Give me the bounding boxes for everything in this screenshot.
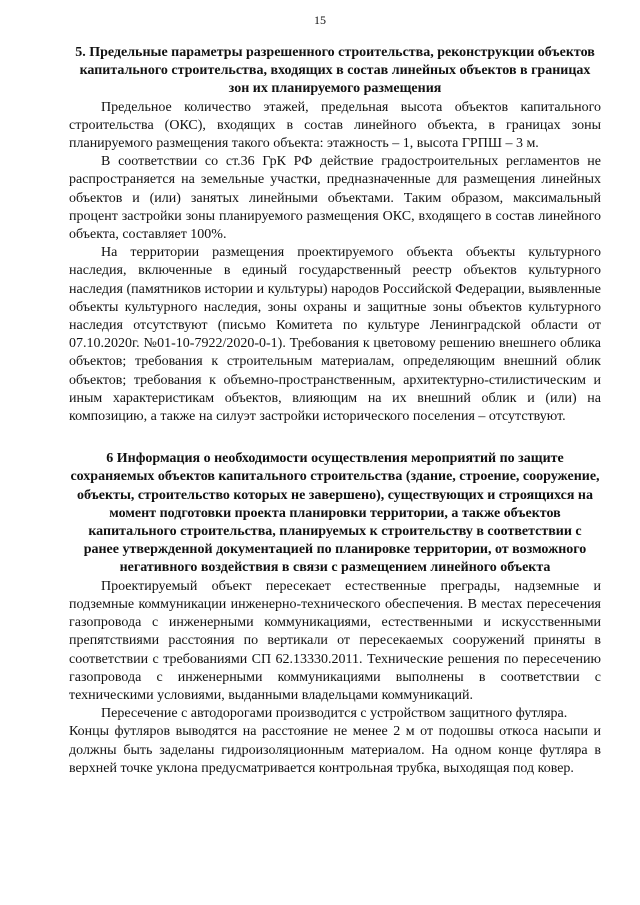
section-6-paragraph-2: Пересечение с автодорогами производится с устройством защитного футляра. (101, 706, 568, 722)
section-5-paragraph-2: В соответствии со ст.36 ГрК РФ действие градостроительных регламентов не распространяется на земельные участки, предназначенные для размещения линейных объектов и (или) занятых линейными объектами. Таким образом, максимальный процент застройки зоны планируемого размещения ОКС, входящего в состав линейного объекта, составляет 100%. (69, 154, 601, 243)
section-6-paragraph-3: Концы футляров выводятся на расстояние не менее 2 м от подошвы откоса насыпи и должны быть заделаны гидроизоляционным материалом. На одном конце футляра в верхней точке уклона предусматривается контрольная трубка, выходящая под ковер. (69, 724, 601, 776)
section-6-heading: 6 Информация о необходимости осуществления мероприятий по защите сохраняемых объектов капитального строительства (здание, строение, сооружение, объекты, строительство которых не завершено), существующих и строящихся на момент подготовки проекта планировки территории, а также объектов капитального строительства, планируемых к строительству в соответствии с ранее утвержденной документацией по планировке территории, от возможного негативного воздействия в связи с размещением линейного объекта (70, 451, 600, 576)
section-5-paragraph-3: На территории размещения проектируемого объекта объекты культурного наследия, включенные в единый государственный реестр объектов культурного наследия (памятников истории и культуры) народов Российской Федерации, выявленные объекты культурного наследия, зоны охраны и защитные зоны объектов культурного наследия отсутствуют (письмо Комитета по культуре Ленинградской области от 07.10.2020г. №01-10-7922/2020-0-1). Требования к цветовому решению внешнего облика объектов; требования к строительным материалам, определяющим внешний облик объектов; требования к объемно-пространственным, архитектурно-стилистическим и иным характеристикам объектов, влияющим на их внешний облик и (или) на композицию, а также на силуэт застройки исторического поселения – отсутствуют. (69, 245, 601, 425)
section-5-heading: 5. Предельные параметры разрешенного строительства, реконструкции объектов капитального строительства, входящих в состав линейных объектов в границах зон их планируемого размещения (75, 45, 595, 97)
section-5-paragraph-1: Предельное количество этажей, предельная высота объектов капитального строительства (ОКС), входящих в состав линейного объекта, в границах зоны планируемого размещения такого объекта: этажность – 1, высота ГРПШ – 3 м. (69, 99, 601, 152)
section-6-paragraph-1: Проектируемый объект пересекает естественные преграды, надземные и подземные коммуникации инженерно-технического обеспечения. В местах пересечения газопровода с инженерными коммуникациями, естественными и искусственными препятствиями расстояния по вертикали от пересекаемых сооружений приняты в соответствии с требованиями СП 62.13330.2011. Технические решения по пересечению газопровода с инженерными коммуникациями выполнены в соответствии с техническими условиями, выданными владельцами коммуникаций. (69, 578, 601, 703)
page-number: 15 (314, 13, 326, 27)
document-body (69, 44, 601, 778)
